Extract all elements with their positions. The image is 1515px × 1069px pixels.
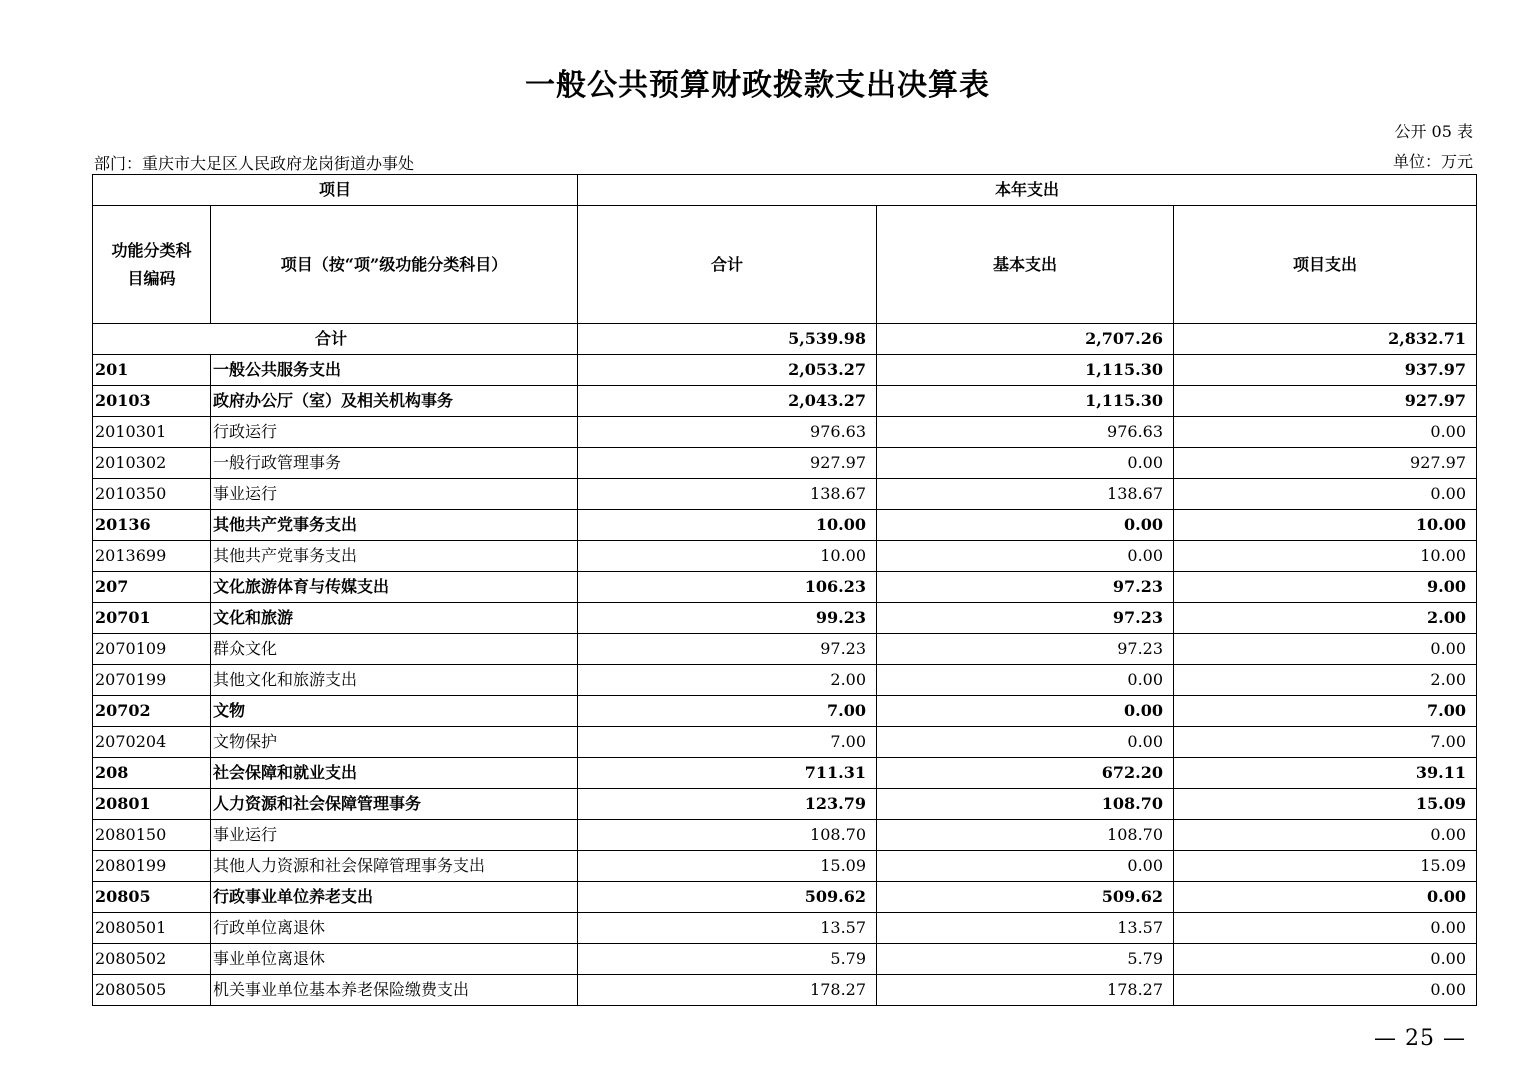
row-basic: 97.23 xyxy=(877,603,1174,634)
row-basic: 0.00 xyxy=(877,851,1174,882)
row-total: 97.23 xyxy=(578,634,877,665)
row-basic: 0.00 xyxy=(877,727,1174,758)
row-item: 15.09 xyxy=(1174,851,1477,882)
row-name: 其他文化和旅游支出 xyxy=(211,665,578,696)
row-basic: 0.00 xyxy=(877,448,1174,479)
row-name: 一般行政管理事务 xyxy=(211,448,578,479)
row-code: 2080502 xyxy=(93,944,211,975)
row-total: 10.00 xyxy=(578,510,877,541)
row-name: 行政单位离退休 xyxy=(211,913,578,944)
row-item: 7.00 xyxy=(1174,696,1477,727)
row-name: 文化旅游体育与传媒支出 xyxy=(211,572,578,603)
row-name: 事业运行 xyxy=(211,479,578,510)
header-item: 项目支出 xyxy=(1174,206,1477,324)
row-name: 事业单位离退休 xyxy=(211,944,578,975)
header-row-1 xyxy=(93,175,1477,206)
row-item: 0.00 xyxy=(1174,944,1477,975)
row-total: 711.31 xyxy=(578,758,877,789)
row-code: 2080199 xyxy=(93,851,211,882)
table-row xyxy=(93,882,1477,913)
row-code: 2070199 xyxy=(93,665,211,696)
row-code: 20136 xyxy=(93,510,211,541)
row-code: 20702 xyxy=(93,696,211,727)
unit-label: 单位：万元 xyxy=(1392,152,1473,171)
row-item: 0.00 xyxy=(1174,634,1477,665)
row-item: 0.00 xyxy=(1174,975,1477,1006)
row-name: 机关事业单位基本养老保险缴费支出 xyxy=(211,975,578,1006)
row-basic: 1,115.30 xyxy=(877,386,1174,417)
row-basic: 97.23 xyxy=(877,634,1174,665)
row-basic: 13.57 xyxy=(877,913,1174,944)
table-row xyxy=(93,634,1477,665)
row-item: 2.00 xyxy=(1174,603,1477,634)
table-row xyxy=(93,603,1477,634)
table-row xyxy=(93,510,1477,541)
total-label: 合计 xyxy=(93,324,578,355)
row-name: 群众文化 xyxy=(211,634,578,665)
row-basic: 976.63 xyxy=(877,417,1174,448)
row-total: 2,053.27 xyxy=(578,355,877,386)
table-row xyxy=(93,417,1477,448)
row-total: 976.63 xyxy=(578,417,877,448)
row-basic: 108.70 xyxy=(877,789,1174,820)
row-name: 政府办公厅（室）及相关机构事务 xyxy=(211,386,578,417)
row-total: 10.00 xyxy=(578,541,877,572)
row-item: 0.00 xyxy=(1174,417,1477,448)
row-code: 2013699 xyxy=(93,541,211,572)
row-item: 7.00 xyxy=(1174,727,1477,758)
row-total: 13.57 xyxy=(578,913,877,944)
row-code: 2010301 xyxy=(93,417,211,448)
table-row xyxy=(93,727,1477,758)
row-item: 2.00 xyxy=(1174,665,1477,696)
row-item: 0.00 xyxy=(1174,913,1477,944)
table-row xyxy=(93,479,1477,510)
row-basic: 138.67 xyxy=(877,479,1174,510)
row-code: 2010302 xyxy=(93,448,211,479)
row-basic: 97.23 xyxy=(877,572,1174,603)
row-total: 15.09 xyxy=(578,851,877,882)
row-name: 社会保障和就业支出 xyxy=(211,758,578,789)
table-row xyxy=(93,820,1477,851)
page-title: 一般公共预算财政拨款支出决算表 xyxy=(525,68,990,103)
row-item: 0.00 xyxy=(1174,479,1477,510)
header-total: 合计 xyxy=(578,206,877,324)
page-number: — 25 — xyxy=(1374,1026,1466,1051)
table-row xyxy=(93,448,1477,479)
row-total: 2,043.27 xyxy=(578,386,877,417)
table-row xyxy=(93,944,1477,975)
table-row xyxy=(93,789,1477,820)
row-item: 10.00 xyxy=(1174,510,1477,541)
row-code: 2080505 xyxy=(93,975,211,1006)
row-total: 99.23 xyxy=(578,603,877,634)
table-row xyxy=(93,758,1477,789)
row-total: 123.79 xyxy=(578,789,877,820)
department-label: 部门：重庆市大足区人民政府龙岗街道办事处 xyxy=(94,154,415,173)
row-item: 15.09 xyxy=(1174,789,1477,820)
row-name: 其他共产党事务支出 xyxy=(211,510,578,541)
total-basic: 2,707.26 xyxy=(877,324,1174,355)
header-name: 项目（按“项”级功能分类科目） xyxy=(211,206,578,324)
row-basic: 5.79 xyxy=(877,944,1174,975)
row-basic: 108.70 xyxy=(877,820,1174,851)
table-row xyxy=(93,851,1477,882)
total-row xyxy=(93,324,1477,355)
row-name: 其他人力资源和社会保障管理事务支出 xyxy=(211,851,578,882)
row-code: 20701 xyxy=(93,603,211,634)
row-basic: 1,115.30 xyxy=(877,355,1174,386)
row-total: 5.79 xyxy=(578,944,877,975)
header-basic: 基本支出 xyxy=(877,206,1174,324)
row-code: 20103 xyxy=(93,386,211,417)
row-name: 行政事业单位养老支出 xyxy=(211,882,578,913)
header-project: 项目 xyxy=(93,175,578,206)
row-code: 207 xyxy=(93,572,211,603)
row-name: 文物保护 xyxy=(211,727,578,758)
table-row xyxy=(93,665,1477,696)
row-name: 文化和旅游 xyxy=(211,603,578,634)
table-number: 公开 05 表 xyxy=(1394,122,1473,141)
row-name: 一般公共服务支出 xyxy=(211,355,578,386)
row-name: 人力资源和社会保障管理事务 xyxy=(211,789,578,820)
row-basic: 0.00 xyxy=(877,510,1174,541)
row-item: 10.00 xyxy=(1174,541,1477,572)
row-code: 201 xyxy=(93,355,211,386)
row-name: 文物 xyxy=(211,696,578,727)
row-name: 事业运行 xyxy=(211,820,578,851)
row-code: 20805 xyxy=(93,882,211,913)
expenditure-table xyxy=(92,174,1477,1006)
row-name: 其他共产党事务支出 xyxy=(211,541,578,572)
row-total: 7.00 xyxy=(578,696,877,727)
row-name: 行政运行 xyxy=(211,417,578,448)
row-basic: 509.62 xyxy=(877,882,1174,913)
row-total: 138.67 xyxy=(578,479,877,510)
row-total: 7.00 xyxy=(578,727,877,758)
total-total: 5,539.98 xyxy=(578,324,877,355)
header-row-2 xyxy=(93,206,1477,324)
table-row xyxy=(93,913,1477,944)
row-item: 927.97 xyxy=(1174,448,1477,479)
row-item: 0.00 xyxy=(1174,882,1477,913)
table-row xyxy=(93,572,1477,603)
row-total: 2.00 xyxy=(578,665,877,696)
table-row xyxy=(93,696,1477,727)
row-total: 106.23 xyxy=(578,572,877,603)
row-item: 927.97 xyxy=(1174,386,1477,417)
row-code: 2070204 xyxy=(93,727,211,758)
row-code: 2080150 xyxy=(93,820,211,851)
row-code: 2010350 xyxy=(93,479,211,510)
header-current-year: 本年支出 xyxy=(578,175,1477,206)
row-basic: 672.20 xyxy=(877,758,1174,789)
row-basic: 0.00 xyxy=(877,665,1174,696)
row-total: 927.97 xyxy=(578,448,877,479)
row-total: 178.27 xyxy=(578,975,877,1006)
row-basic: 178.27 xyxy=(877,975,1174,1006)
row-code: 2070109 xyxy=(93,634,211,665)
table-row xyxy=(93,975,1477,1006)
row-basic: 0.00 xyxy=(877,541,1174,572)
row-code: 2080501 xyxy=(93,913,211,944)
row-code: 208 xyxy=(93,758,211,789)
table-row xyxy=(93,386,1477,417)
row-total: 509.62 xyxy=(578,882,877,913)
header-code: 功能分类科目编码 xyxy=(93,206,211,324)
table-row xyxy=(93,355,1477,386)
row-item: 39.11 xyxy=(1174,758,1477,789)
row-item: 937.97 xyxy=(1174,355,1477,386)
table-row xyxy=(93,541,1477,572)
total-item: 2,832.71 xyxy=(1174,324,1477,355)
row-item: 0.00 xyxy=(1174,820,1477,851)
row-total: 108.70 xyxy=(578,820,877,851)
row-basic: 0.00 xyxy=(877,696,1174,727)
row-item: 9.00 xyxy=(1174,572,1477,603)
row-code: 20801 xyxy=(93,789,211,820)
